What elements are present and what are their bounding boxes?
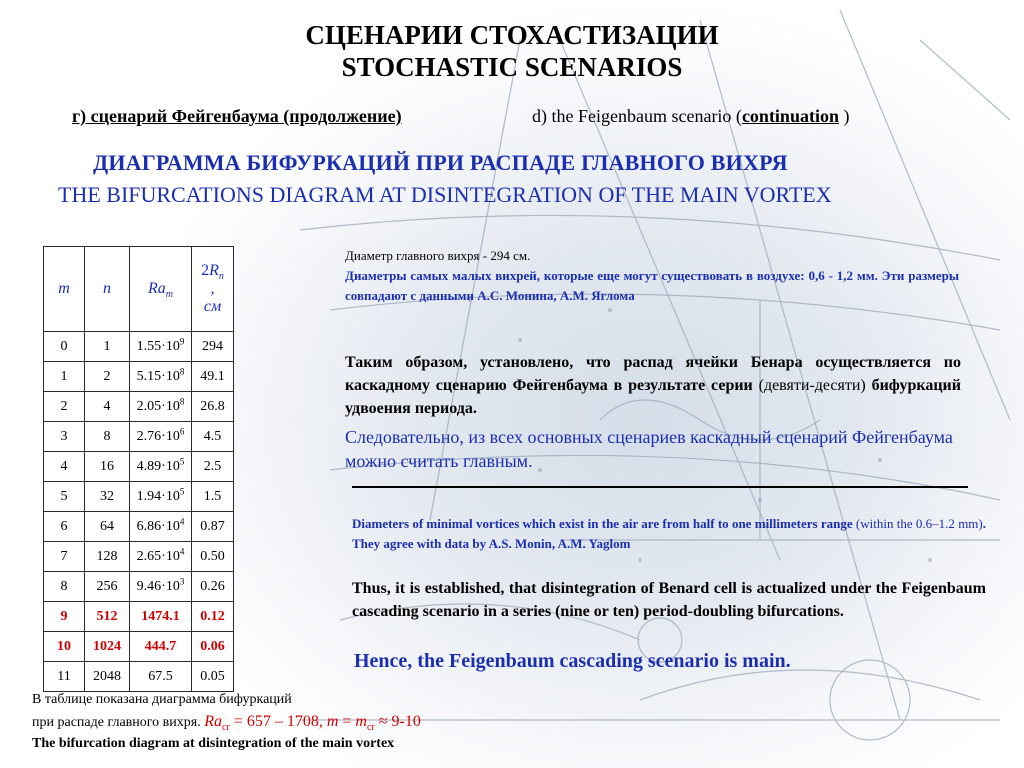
cell-n: 64 [85,512,130,542]
cell-r: 0.05 [192,662,234,692]
cell-n: 256 [85,572,130,602]
cell-n: 4 [85,392,130,422]
table-row [44,572,234,602]
table-row [44,422,234,452]
cell-ra [130,362,192,392]
cell-ra-mantissa: 4.89·10 [136,458,180,474]
subtitle-en [532,106,849,127]
en-small-paren: (within the 0.6–1.2 mm) [855,516,983,531]
cell-ra [130,452,192,482]
cell-r: 49.1 [192,362,234,392]
header-ra [130,247,192,332]
cell-n: 512 [85,602,130,632]
cell-ra [130,542,192,572]
cell-n: 2048 [85,662,130,692]
cell-ra-mantissa: 1.55·10 [136,338,180,354]
cell-n: 16 [85,452,130,482]
table-row [44,542,234,572]
en-paragraph [352,577,986,623]
bifurcation-table [43,246,234,692]
cell-ra-mantissa: 2.76·10 [136,428,180,444]
cell-m: 1 [44,362,85,392]
cell-r: 1.5 [192,482,234,512]
table-row [44,452,234,482]
header-r-pre: 2 [201,262,210,279]
cell-ra-mantissa: 6.86·10 [136,518,180,534]
footer-mcr: m [355,713,367,730]
cell-ra [130,512,192,542]
cell-m: 11 [44,662,85,692]
cell-m: 4 [44,452,85,482]
table-header-row [44,247,234,332]
table-row [44,362,234,392]
cell-r: 4.5 [192,422,234,452]
header-r-comma: , [210,280,215,297]
footer-ra-sub: cr [222,722,230,734]
cell-m: 0 [44,332,85,362]
en-paragraph-text: Thus, it is established, that disintegration of Benard cell is actualized under the Feigenbaum cascading scenario in a series (nine or ten) period-doubling bifurcations. [352,580,986,620]
cell-ra [130,482,192,512]
cell-r: 0.26 [192,572,234,602]
footer-line1: В таблице показана диаграмма бифуркаций [32,692,292,707]
ru-diameter: Диаметр главного вихря - 294 см. [345,248,531,263]
ru-paragraph-part2: бифуркаций удвоения периода. [345,377,961,417]
header-r-label: R [209,262,219,279]
table-row [44,632,234,662]
cell-ra-mantissa: 5.15·10 [136,368,180,384]
heading-ru: ДИАГРАММА БИФУРКАЦИЙ ПРИ РАСПАДЕ ГЛАВНОГО ВИХРЯ [93,150,788,175]
cell-ra-exponent: 5 [179,455,185,466]
cell-ra-exponent: 6 [179,425,185,436]
cell-ra-mantissa: 9.46·10 [136,578,180,594]
header-r-unit: см [203,298,222,315]
cell-n: 32 [85,482,130,512]
cell-ra-exponent: 4 [179,515,185,526]
cell-ra [130,572,192,602]
cell-r: 26.8 [192,392,234,422]
cell-ra-exponent: 8 [179,365,185,376]
footer-line2 [32,712,652,733]
subtitle-en-prefix: d) the Feigenbaum scenario ( [532,106,742,126]
footer-m-approx: ≈ 9-10 [374,713,421,730]
header-r [192,247,234,332]
footer-m: m [326,713,339,730]
cell-m: 9 [44,602,85,632]
footer-formula [204,713,421,734]
cell-ra-mantissa: 1474.1 [141,608,180,624]
cell-ra [130,602,192,632]
en-conclusion: Hence, the Feigenbaum cascading scenario is main. [354,650,791,672]
footer-ra: Ra [204,713,223,730]
cell-ra [130,422,192,452]
cell-ra-exponent: 3 [179,575,185,586]
table-row [44,482,234,512]
cell-n: 2 [85,362,130,392]
en-small-part2: . They agree with data by A.S. Monin, A.M. Yaglom [352,516,986,551]
header-r-sub: n [218,271,224,283]
cell-ra-mantissa: 2.05·10 [136,398,180,414]
cell-ra-exponent: 8 [179,395,185,406]
cell-ra [130,392,192,422]
cell-ra-mantissa: 67.5 [148,668,173,684]
header-n: n [85,247,130,332]
ru-conclusion: Следовательно, из всех основных сценариев каскадный сценарий Фейгенбаума можно считать главным. [345,427,953,471]
cell-ra [130,632,192,662]
table-row [44,512,234,542]
ru-small-vortices: Диаметры самых малых вихрей, которые еще могут существовать в воздухе: 0,6 - 1,2 мм. Эти размеры совпадают с данными А.С. Монина, А.М. Яглома [345,268,959,303]
subtitle-ru: г) сценарий Фейгенбаума (продолжение) [72,106,402,126]
cell-m: 8 [44,572,85,602]
footer-line2-prefix: при распаде главного вихря. [32,715,205,730]
cell-r: 0.12 [192,602,234,632]
cell-r: 0.06 [192,632,234,662]
heading-en: THE BIFURCATIONS DIAGRAM AT DISINTEGRATION OF THE MAIN VORTEX [58,182,832,207]
cell-m: 6 [44,512,85,542]
ru-paragraph [345,351,961,420]
cell-r: 0.50 [192,542,234,572]
cell-n: 1 [85,332,130,362]
cell-m: 5 [44,482,85,512]
subtitle-en-suffix: ) [838,106,850,126]
header-ra-sub: m [165,289,173,301]
cell-ra-exponent: 9 [179,335,185,346]
ru-paragraph-part1: Таким образом, установлено, что распад ячейки Бенара осуществляется по каскадному сценарию Фейгенбаума в результате серии [345,354,961,394]
cell-n: 8 [85,422,130,452]
header-m: m [44,247,85,332]
cell-ra-mantissa: 1.94·10 [136,488,180,504]
cell-ra [130,332,192,362]
cell-ra-mantissa: 444.7 [144,638,177,654]
cell-r: 294 [192,332,234,362]
cell-r: 0.87 [192,512,234,542]
table-row [44,392,234,422]
title-en: STOCHASTIC SCENARIOS [341,52,683,82]
cell-ra-mantissa: 2.65·10 [136,548,180,564]
cell-r: 2.5 [192,452,234,482]
footer-line3: The bifurcation diagram at disintegration of the main vortex [32,736,395,751]
footer-mcr-sub: cr [366,722,375,734]
cell-n: 128 [85,542,130,572]
table-row [44,662,234,692]
title-ru: СЦЕНАРИИ СТОХАСТИЗАЦИИ [305,20,719,50]
ru-paragraph-paren: (девяти-десяти) [758,377,866,394]
cell-n: 1024 [85,632,130,662]
header-ra-label: Ra [147,280,166,297]
table-row [44,602,234,632]
cell-m: 10 [44,632,85,662]
cell-ra-exponent: 4 [179,545,185,556]
subtitle-en-emphasis: continuation [741,106,839,126]
footer-ra-value: = 657 – 1708, [229,713,327,730]
cell-m: 7 [44,542,85,572]
footer-m-eq: = [338,713,356,730]
cell-m: 2 [44,392,85,422]
cell-m: 3 [44,422,85,452]
table-row [44,332,234,362]
divider [352,486,968,488]
cell-ra [130,662,192,692]
en-small-vortices [352,514,986,554]
en-small-part1: Diameters of minimal vortices which exist in the air are from half to one millimeters range [352,516,856,531]
cell-ra-exponent: 5 [179,485,185,496]
